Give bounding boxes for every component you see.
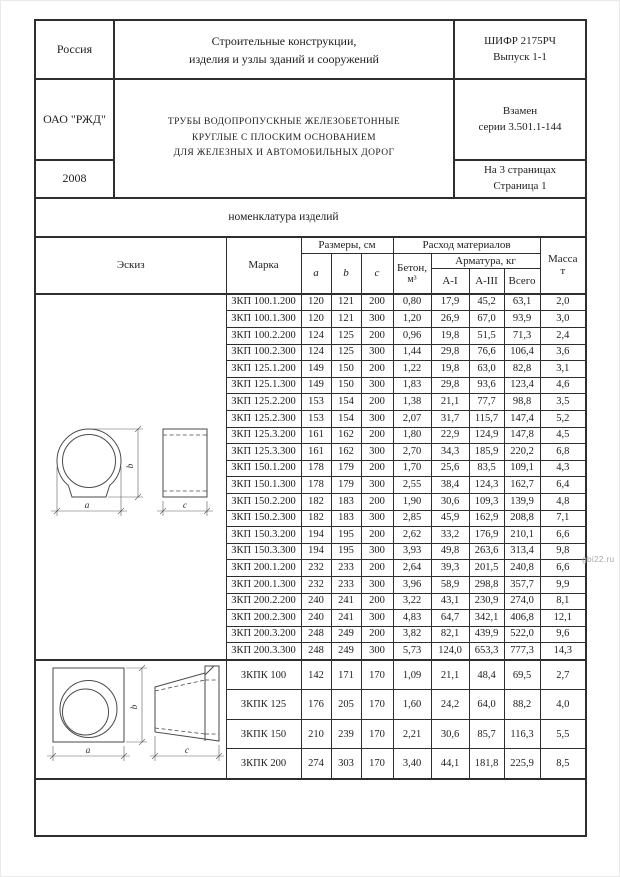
table-row	[36, 660, 585, 690]
value-cell: 30,6	[431, 494, 469, 511]
col-header-sketch: Эскиз	[36, 238, 226, 294]
col-header-mass: Масса т	[540, 238, 585, 294]
col-header-rebar-total: Всего	[504, 269, 540, 294]
value-cell: 303	[331, 749, 361, 779]
value-cell: 181,8	[469, 749, 504, 779]
value-cell: 274	[301, 749, 331, 779]
value-cell: 6,4	[540, 477, 585, 494]
bottom-spacer	[36, 779, 585, 835]
svg-text:b: b	[126, 463, 136, 469]
value-cell: 64,0	[469, 690, 504, 720]
value-cell: 48,4	[469, 660, 504, 690]
value-cell: 34,3	[431, 444, 469, 461]
value-cell: 185,9	[469, 444, 504, 461]
value-cell: 233	[331, 560, 361, 577]
value-cell: 125	[331, 344, 361, 361]
mark-cell: ЗКП 200.2.300	[226, 610, 301, 627]
value-cell: 116,3	[504, 719, 540, 749]
value-cell: 300	[361, 344, 393, 361]
value-cell: 154	[331, 394, 361, 411]
col-header-rebar-a1: А-I	[431, 269, 469, 294]
value-cell: 63,0	[469, 361, 504, 378]
value-cell: 5,2	[540, 411, 585, 428]
value-cell: 3,22	[393, 593, 431, 610]
value-cell: 182	[301, 494, 331, 511]
value-cell: 9,9	[540, 576, 585, 593]
value-cell: 263,6	[469, 543, 504, 560]
value-cell: 161	[301, 427, 331, 444]
empty-row	[36, 779, 585, 835]
value-cell: 17,9	[431, 294, 469, 311]
value-cell: 33,2	[431, 527, 469, 544]
value-cell: 1,90	[393, 494, 431, 511]
value-cell: 154	[331, 411, 361, 428]
value-cell: 240,8	[504, 560, 540, 577]
mark-cell: ЗКП 150.1.200	[226, 460, 301, 477]
value-cell: 162,7	[504, 477, 540, 494]
org-name: ОАО "РЖД"	[36, 79, 114, 160]
value-cell: 179	[331, 460, 361, 477]
value-cell: 4,5	[540, 427, 585, 444]
country-cell: Россия	[36, 21, 114, 79]
mark-cell: ЗКПК 200	[226, 749, 301, 779]
value-cell: 8,1	[540, 593, 585, 610]
conical-link-drawing	[37, 663, 226, 775]
value-cell: 200	[361, 394, 393, 411]
value-cell: 200	[361, 626, 393, 643]
zkpk-sketch	[36, 660, 226, 779]
value-cell: 2,64	[393, 560, 431, 577]
value-cell: 195	[331, 543, 361, 560]
mark-cell: ЗКП 100.2.300	[226, 344, 301, 361]
value-cell: 149	[301, 377, 331, 394]
value-cell: 200	[361, 460, 393, 477]
mark-cell: ЗКПК 100	[226, 660, 301, 690]
mark-cell: ЗКП 125.3.300	[226, 444, 301, 461]
svg-text:a: a	[84, 500, 90, 511]
zkpk-rows	[36, 660, 585, 779]
value-cell: 200	[361, 593, 393, 610]
mark-cell: ЗКП 125.1.200	[226, 361, 301, 378]
value-cell: 121	[331, 311, 361, 328]
zkp-sketch	[36, 294, 226, 660]
table-row	[36, 294, 585, 311]
value-cell: 125	[331, 328, 361, 345]
value-cell: 162,9	[469, 510, 504, 527]
value-cell: 300	[361, 311, 393, 328]
value-cell: 1,60	[393, 690, 431, 720]
svg-text:c: c	[184, 746, 190, 757]
value-cell: 124	[301, 328, 331, 345]
value-cell: 124,9	[469, 427, 504, 444]
value-cell: 248	[301, 626, 331, 643]
value-cell: 124,0	[431, 643, 469, 660]
value-cell: 298,8	[469, 576, 504, 593]
value-cell: 170	[361, 660, 393, 690]
value-cell: 0,96	[393, 328, 431, 345]
value-cell: 14,3	[540, 643, 585, 660]
mark-cell: ЗКП 200.3.300	[226, 643, 301, 660]
value-cell: 5,5	[540, 719, 585, 749]
col-header-c: c	[361, 254, 393, 294]
value-cell: 106,4	[504, 344, 540, 361]
svg-text:c: c	[182, 500, 188, 511]
col-header-rebar: Арматура, кг	[431, 254, 540, 269]
value-cell: 522,0	[504, 626, 540, 643]
value-cell: 139,9	[504, 494, 540, 511]
value-cell: 183	[331, 510, 361, 527]
value-cell: 9,8	[540, 543, 585, 560]
value-cell: 2,0	[540, 294, 585, 311]
value-cell: 2,4	[540, 328, 585, 345]
value-cell: 83,5	[469, 460, 504, 477]
watermark: gbi22.ru	[582, 554, 615, 564]
pages-note: На 3 страницах Страница 1	[454, 160, 585, 197]
value-cell: 8,5	[540, 749, 585, 779]
value-cell: 249	[331, 643, 361, 660]
value-cell: 194	[301, 543, 331, 560]
value-cell: 44,1	[431, 749, 469, 779]
doc-cipher: ШИФР 2175РЧ Выпуск 1-1	[454, 21, 585, 79]
value-cell: 3,5	[540, 394, 585, 411]
value-cell: 342,1	[469, 610, 504, 627]
mark-cell: ЗКПК 150	[226, 719, 301, 749]
value-cell: 150	[331, 377, 361, 394]
replaces-note: Взамен серии 3.501.1-144	[454, 79, 585, 160]
value-cell: 239	[331, 719, 361, 749]
value-cell: 1,20	[393, 311, 431, 328]
value-cell: 43,1	[431, 593, 469, 610]
value-cell: 3,6	[540, 344, 585, 361]
value-cell: 5,73	[393, 643, 431, 660]
mark-cell: ЗКП 125.2.200	[226, 394, 301, 411]
value-cell: 153	[301, 394, 331, 411]
value-cell: 3,96	[393, 576, 431, 593]
value-cell: 240	[301, 610, 331, 627]
value-cell: 93,9	[504, 311, 540, 328]
mark-cell: ЗКП 150.2.200	[226, 494, 301, 511]
value-cell: 208,8	[504, 510, 540, 527]
value-cell: 93,6	[469, 377, 504, 394]
value-cell: 233	[331, 576, 361, 593]
value-cell: 1,83	[393, 377, 431, 394]
document-sheet	[34, 19, 587, 837]
value-cell: 194	[301, 527, 331, 544]
value-cell: 0,80	[393, 294, 431, 311]
mark-cell: ЗКПК 125	[226, 690, 301, 720]
value-cell: 300	[361, 576, 393, 593]
value-cell: 241	[331, 593, 361, 610]
products-table	[36, 238, 585, 835]
value-cell: 4,83	[393, 610, 431, 627]
value-cell: 120	[301, 294, 331, 311]
mark-cell: ЗКП 150.2.300	[226, 510, 301, 527]
value-cell: 225,9	[504, 749, 540, 779]
value-cell: 45,9	[431, 510, 469, 527]
svg-text:a: a	[85, 746, 91, 757]
year-cell: 2008	[36, 160, 114, 197]
value-cell: 38,4	[431, 477, 469, 494]
value-cell: 2,62	[393, 527, 431, 544]
mark-cell: ЗКП 150.3.200	[226, 527, 301, 544]
value-cell: 170	[361, 749, 393, 779]
value-cell: 21,1	[431, 660, 469, 690]
value-cell: 3,0	[540, 311, 585, 328]
value-cell: 30,6	[431, 719, 469, 749]
value-cell: 123,4	[504, 377, 540, 394]
value-cell: 149	[301, 361, 331, 378]
value-cell: 210	[301, 719, 331, 749]
value-cell: 200	[361, 527, 393, 544]
value-cell: 300	[361, 543, 393, 560]
value-cell: 88,2	[504, 690, 540, 720]
value-cell: 19,8	[431, 328, 469, 345]
value-cell: 2,85	[393, 510, 431, 527]
value-cell: 241	[331, 610, 361, 627]
value-cell: 109,1	[504, 460, 540, 477]
col-header-materials: Расход материалов	[393, 238, 540, 254]
value-cell: 6,6	[540, 527, 585, 544]
value-cell: 205	[331, 690, 361, 720]
value-cell: 183	[331, 494, 361, 511]
value-cell: 300	[361, 444, 393, 461]
value-cell: 115,7	[469, 411, 504, 428]
title-block	[36, 21, 585, 197]
value-cell: 147,8	[504, 427, 540, 444]
value-cell: 4,6	[540, 377, 585, 394]
value-cell: 195	[331, 527, 361, 544]
value-cell: 26,9	[431, 311, 469, 328]
value-cell: 109,3	[469, 494, 504, 511]
mark-cell: ЗКП 125.2.300	[226, 411, 301, 428]
value-cell: 232	[301, 560, 331, 577]
value-cell: 653,3	[469, 643, 504, 660]
value-cell: 171	[331, 660, 361, 690]
col-header-dimensions: Размеры, см	[301, 238, 393, 254]
value-cell: 300	[361, 610, 393, 627]
value-cell: 2,55	[393, 477, 431, 494]
value-cell: 300	[361, 411, 393, 428]
value-cell: 124	[301, 344, 331, 361]
col-header-a: a	[301, 254, 331, 294]
value-cell: 85,7	[469, 719, 504, 749]
value-cell: 162	[331, 444, 361, 461]
zkp-rows	[36, 294, 585, 660]
table-header	[36, 238, 585, 294]
value-cell: 3,1	[540, 361, 585, 378]
value-cell: 147,4	[504, 411, 540, 428]
mark-cell: ЗКП 125.1.300	[226, 377, 301, 394]
mark-cell: ЗКП 100.1.300	[226, 311, 301, 328]
mark-cell: ЗКП 100.1.200	[226, 294, 301, 311]
value-cell: 24,2	[431, 690, 469, 720]
value-cell: 63,1	[504, 294, 540, 311]
value-cell: 25,6	[431, 460, 469, 477]
value-cell: 210,1	[504, 527, 540, 544]
value-cell: 249	[331, 626, 361, 643]
mark-cell: ЗКП 200.3.200	[226, 626, 301, 643]
value-cell: 313,4	[504, 543, 540, 560]
value-cell: 220,2	[504, 444, 540, 461]
value-cell: 64,7	[431, 610, 469, 627]
value-cell: 4,3	[540, 460, 585, 477]
col-header-mark: Марка	[226, 238, 301, 294]
value-cell: 77,7	[469, 394, 504, 411]
value-cell: 300	[361, 377, 393, 394]
value-cell: 2,70	[393, 444, 431, 461]
value-cell: 3,40	[393, 749, 431, 779]
value-cell: 22,9	[431, 427, 469, 444]
col-header-rebar-a3: А-III	[469, 269, 504, 294]
value-cell: 1,70	[393, 460, 431, 477]
value-cell: 31,7	[431, 411, 469, 428]
value-cell: 4,0	[540, 690, 585, 720]
value-cell: 67,0	[469, 311, 504, 328]
value-cell: 357,7	[504, 576, 540, 593]
value-cell: 1,09	[393, 660, 431, 690]
value-cell: 153	[301, 411, 331, 428]
value-cell: 161	[301, 444, 331, 461]
value-cell: 170	[361, 719, 393, 749]
value-cell: 76,6	[469, 344, 504, 361]
value-cell: 179	[331, 477, 361, 494]
value-cell: 3,93	[393, 543, 431, 560]
col-header-b: b	[331, 254, 361, 294]
col-header-concrete: Бетон, м³	[393, 254, 431, 294]
value-cell: 1,80	[393, 427, 431, 444]
value-cell: 3,82	[393, 626, 431, 643]
mark-cell: ЗКП 125.3.200	[226, 427, 301, 444]
value-cell: 439,9	[469, 626, 504, 643]
pipe-flat-base-drawing	[37, 421, 226, 533]
value-cell: 200	[361, 294, 393, 311]
value-cell: 2,07	[393, 411, 431, 428]
value-cell: 240	[301, 593, 331, 610]
value-cell: 176	[301, 690, 331, 720]
value-cell: 2,21	[393, 719, 431, 749]
value-cell: 178	[301, 477, 331, 494]
value-cell: 9,6	[540, 626, 585, 643]
value-cell: 124,3	[469, 477, 504, 494]
svg-text:b: b	[130, 705, 140, 710]
mark-cell: ЗКП 100.2.200	[226, 328, 301, 345]
value-cell: 178	[301, 460, 331, 477]
value-cell: 200	[361, 427, 393, 444]
value-cell: 29,8	[431, 377, 469, 394]
value-cell: 7,1	[540, 510, 585, 527]
value-cell: 69,5	[504, 660, 540, 690]
value-cell: 120	[301, 311, 331, 328]
value-cell: 200	[361, 494, 393, 511]
value-cell: 406,8	[504, 610, 540, 627]
mark-cell: ЗКП 200.1.200	[226, 560, 301, 577]
mark-cell: ЗКП 150.1.300	[226, 477, 301, 494]
value-cell: 200	[361, 328, 393, 345]
mark-cell: ЗКП 200.1.300	[226, 576, 301, 593]
value-cell: 200	[361, 560, 393, 577]
value-cell: 12,1	[540, 610, 585, 627]
value-cell: 6,8	[540, 444, 585, 461]
value-cell: 200	[361, 361, 393, 378]
value-cell: 29,8	[431, 344, 469, 361]
value-cell: 176,9	[469, 527, 504, 544]
value-cell: 248	[301, 643, 331, 660]
value-cell: 21,1	[431, 394, 469, 411]
value-cell: 4,8	[540, 494, 585, 511]
value-cell: 19,8	[431, 361, 469, 378]
doc-title: ТРУБЫ ВОДОПРОПУСКНЫЕ ЖЕЛЕЗОБЕТОННЫЕ КРУГЛЫЕ С ПЛОСКИМ ОСНОВАНИЕМ ДЛЯ ЖЕЛЕЗНЫХ И АВТОМОБИЛЬНЫХ ДОРОГ	[114, 79, 454, 197]
value-cell: 300	[361, 510, 393, 527]
value-cell: 39,3	[431, 560, 469, 577]
value-cell: 201,5	[469, 560, 504, 577]
value-cell: 162	[331, 427, 361, 444]
value-cell: 182	[301, 510, 331, 527]
value-cell: 300	[361, 477, 393, 494]
value-cell: 82,1	[431, 626, 469, 643]
value-cell: 6,6	[540, 560, 585, 577]
value-cell: 71,3	[504, 328, 540, 345]
value-cell: 142	[301, 660, 331, 690]
empty-cell	[36, 779, 585, 835]
value-cell: 777,3	[504, 643, 540, 660]
value-cell: 98,8	[504, 394, 540, 411]
value-cell: 45,2	[469, 294, 504, 311]
value-cell: 51,5	[469, 328, 504, 345]
value-cell: 1,22	[393, 361, 431, 378]
value-cell: 1,44	[393, 344, 431, 361]
value-cell: 274,0	[504, 593, 540, 610]
value-cell: 232	[301, 576, 331, 593]
section-title: номенклатура изделий	[228, 211, 339, 224]
value-cell: 2,7	[540, 660, 585, 690]
value-cell: 150	[331, 361, 361, 378]
mark-cell: ЗКП 200.2.200	[226, 593, 301, 610]
value-cell: 82,8	[504, 361, 540, 378]
value-cell: 170	[361, 690, 393, 720]
classification-title: Строительные конструкции, изделия и узлы зданий и сооружений	[114, 21, 454, 79]
value-cell: 121	[331, 294, 361, 311]
mark-cell: ЗКП 150.3.300	[226, 543, 301, 560]
value-cell: 58,9	[431, 576, 469, 593]
value-cell: 230,9	[469, 593, 504, 610]
value-cell: 300	[361, 643, 393, 660]
value-cell: 1,38	[393, 394, 431, 411]
value-cell: 49,8	[431, 543, 469, 560]
